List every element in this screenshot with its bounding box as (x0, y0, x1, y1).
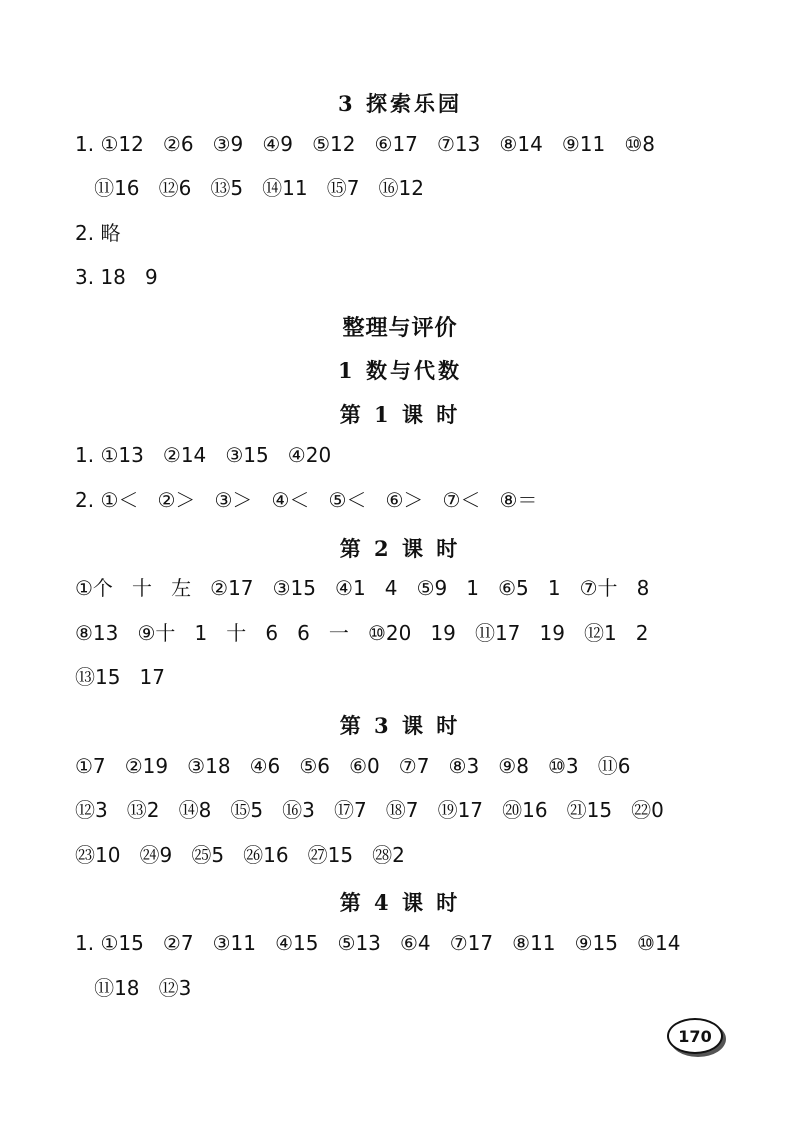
lesson-heading-2: 第 2 课 时 (339, 536, 461, 561)
answer-line: ㉓10 ㉔9 ㉕5 ㉖16 ㉗15 ㉘2 (75, 843, 405, 867)
section-heading-explore: 3 探索乐园 (338, 91, 462, 116)
section-heading-number-algebra: 1 数与代数 (338, 358, 462, 383)
answer-line: 1. ①15 ②7 ③11 ④15 ⑤13 ⑥4 ⑦17 ⑧11 ⑨15 ⑩14 (75, 931, 681, 955)
answer-line: ①个 十 左 ②17 ③15 ④1 4 ⑤9 1 ⑥5 1 ⑦十 8 (75, 576, 650, 600)
page-number-badge: 170 (667, 1018, 723, 1054)
answer-line: ⑪18 ⑫3 (75, 976, 192, 1000)
lesson-heading-4: 第 4 课 时 (339, 890, 461, 915)
answer-line: 3. 18 9 (75, 265, 158, 289)
answer-line: 1. ①12 ②6 ③9 ④9 ⑤12 ⑥17 ⑦13 ⑧14 ⑨11 ⑩8 (75, 132, 655, 156)
answer-line: 2. 略 (75, 221, 121, 245)
chapter-heading-review: 整理与评价 (342, 315, 458, 341)
answer-line: ⑬15 17 (75, 665, 165, 689)
answer-line: ⑪16 ⑫6 ⑬5 ⑭11 ⑮7 ⑯12 (75, 176, 424, 200)
lesson-heading-1: 第 1 课 时 (339, 402, 461, 427)
lesson-heading-3: 第 3 课 时 (339, 713, 461, 738)
answer-line: ⑧13 ⑨十 1 十 6 6 一 ⑩20 19 ⑪17 19 ⑫1 2 (75, 621, 649, 645)
answer-line: 2. ①＜ ②＞ ③＞ ④＜ ⑤＜ ⑥＞ ⑦＜ ⑧＝ (75, 488, 538, 512)
answer-line: 1. ①13 ②14 ③15 ④20 (75, 443, 332, 467)
answer-line: ①7 ②19 ③18 ④6 ⑤6 ⑥0 ⑦7 ⑧3 ⑨8 ⑩3 ⑪6 (75, 754, 631, 778)
answer-line: ⑫3 ⑬2 ⑭8 ⑮5 ⑯3 ⑰7 ⑱7 ⑲17 ⑳16 ㉑15 ㉒0 (75, 798, 664, 822)
